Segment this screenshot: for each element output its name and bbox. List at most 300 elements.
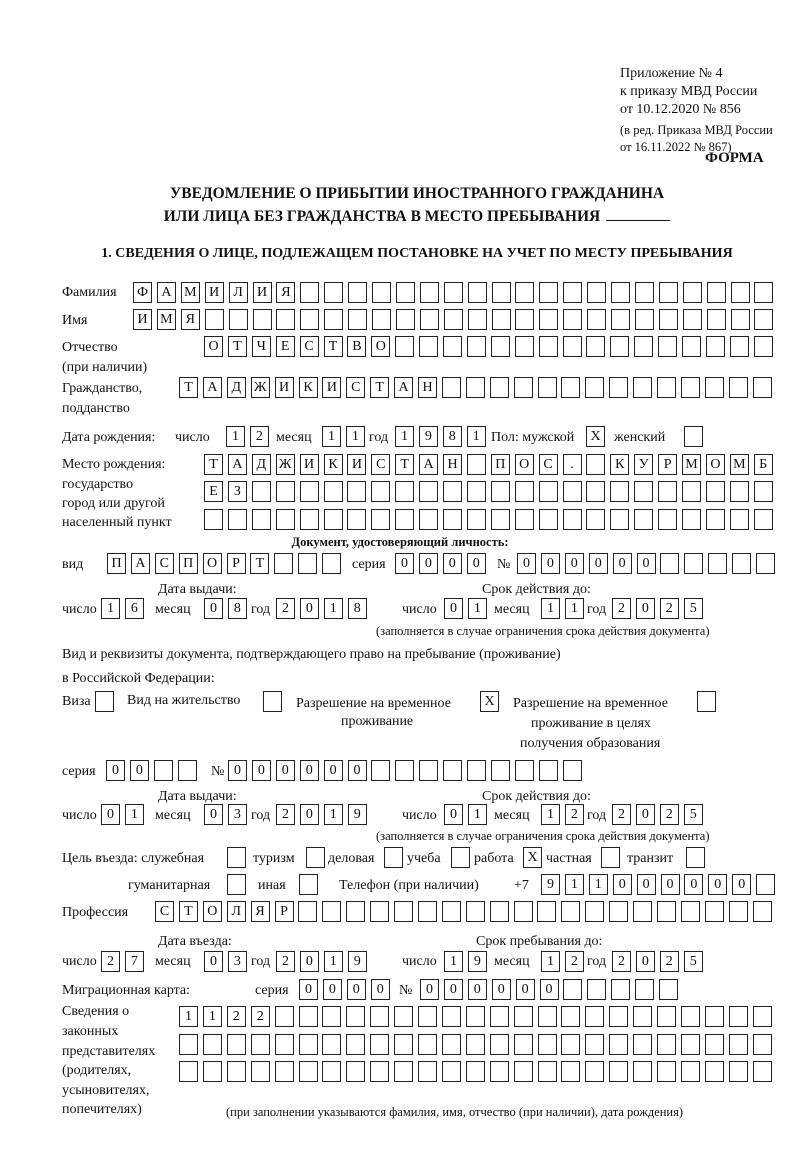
- char-box[interactable]: 0: [636, 598, 655, 619]
- char-box[interactable]: [228, 509, 247, 530]
- temp-edu-checkbox[interactable]: [697, 691, 716, 712]
- char-box[interactable]: [468, 282, 487, 303]
- char-box[interactable]: [563, 760, 582, 781]
- char-box[interactable]: [731, 309, 750, 330]
- char-box[interactable]: 0: [492, 979, 511, 1000]
- char-box[interactable]: [444, 282, 463, 303]
- char-box[interactable]: [324, 282, 343, 303]
- char-box[interactable]: 0: [106, 760, 125, 781]
- char-box[interactable]: А: [394, 377, 413, 398]
- char-box[interactable]: И: [205, 282, 224, 303]
- char-box[interactable]: [514, 1006, 533, 1027]
- char-box[interactable]: Д: [227, 377, 246, 398]
- char-box[interactable]: 0: [252, 760, 271, 781]
- char-box[interactable]: [634, 509, 653, 530]
- char-box[interactable]: 6: [125, 598, 144, 619]
- char-box[interactable]: 0: [419, 553, 438, 574]
- char-box[interactable]: [394, 1006, 413, 1027]
- char-box[interactable]: [418, 1006, 437, 1027]
- char-box[interactable]: [753, 1034, 772, 1055]
- char-box[interactable]: [753, 1061, 772, 1082]
- char-box[interactable]: 1: [395, 426, 414, 447]
- char-box[interactable]: [538, 1006, 557, 1027]
- char-box[interactable]: 1: [444, 951, 463, 972]
- char-box[interactable]: 9: [348, 951, 367, 972]
- char-box[interactable]: П: [491, 454, 510, 475]
- char-box[interactable]: [633, 1061, 652, 1082]
- char-box[interactable]: Е: [204, 481, 223, 502]
- char-box[interactable]: [490, 1061, 509, 1082]
- purpose-other-checkbox[interactable]: [299, 874, 318, 895]
- char-box[interactable]: 1: [226, 426, 245, 447]
- char-box[interactable]: 2: [276, 804, 295, 825]
- char-box[interactable]: [322, 1034, 341, 1055]
- char-box[interactable]: 2: [276, 951, 295, 972]
- char-box[interactable]: [252, 481, 271, 502]
- char-box[interactable]: С: [155, 553, 174, 574]
- char-box[interactable]: [658, 509, 677, 530]
- char-box[interactable]: Ж: [276, 454, 295, 475]
- char-box[interactable]: Р: [275, 901, 294, 922]
- char-box[interactable]: А: [157, 282, 176, 303]
- char-box[interactable]: 2: [660, 951, 679, 972]
- char-box[interactable]: Я: [276, 282, 295, 303]
- char-box[interactable]: [683, 282, 702, 303]
- char-box[interactable]: О: [204, 336, 223, 357]
- char-box[interactable]: [346, 1006, 365, 1027]
- char-box[interactable]: [633, 377, 652, 398]
- char-box[interactable]: 1: [541, 598, 560, 619]
- char-box[interactable]: 0: [130, 760, 149, 781]
- char-box[interactable]: 5: [684, 804, 703, 825]
- char-box[interactable]: 2: [250, 426, 269, 447]
- char-box[interactable]: [515, 760, 534, 781]
- char-box[interactable]: Р: [658, 454, 677, 475]
- char-box[interactable]: И: [347, 454, 366, 475]
- char-box[interactable]: Ж: [251, 377, 270, 398]
- char-box[interactable]: [300, 509, 319, 530]
- char-box[interactable]: [419, 481, 438, 502]
- char-box[interactable]: [754, 336, 773, 357]
- char-box[interactable]: [635, 282, 654, 303]
- char-box[interactable]: [492, 282, 511, 303]
- entry-year-field[interactable]: [276, 951, 372, 973]
- char-box[interactable]: 3: [228, 804, 247, 825]
- char-box[interactable]: [396, 309, 415, 330]
- char-box[interactable]: [276, 309, 295, 330]
- char-box[interactable]: [634, 336, 653, 357]
- char-box[interactable]: [467, 336, 486, 357]
- char-box[interactable]: 1: [541, 804, 560, 825]
- char-box[interactable]: [658, 481, 677, 502]
- char-box[interactable]: 2: [227, 1006, 246, 1027]
- char-box[interactable]: [274, 553, 293, 574]
- char-box[interactable]: [442, 901, 461, 922]
- char-box[interactable]: 0: [300, 760, 319, 781]
- char-box[interactable]: М: [157, 309, 176, 330]
- char-box[interactable]: [563, 336, 582, 357]
- purpose-study-checkbox[interactable]: [451, 847, 470, 868]
- char-box[interactable]: [585, 377, 604, 398]
- char-box[interactable]: [538, 1061, 557, 1082]
- char-box[interactable]: 0: [420, 979, 439, 1000]
- char-box[interactable]: [324, 509, 343, 530]
- char-box[interactable]: 2: [612, 598, 631, 619]
- char-box[interactable]: 0: [732, 874, 751, 895]
- char-box[interactable]: [442, 1006, 461, 1027]
- char-box[interactable]: [394, 901, 413, 922]
- char-box[interactable]: 0: [444, 979, 463, 1000]
- char-box[interactable]: [443, 760, 462, 781]
- until-month-field[interactable]: [541, 951, 589, 973]
- issue-year-field[interactable]: [276, 598, 372, 620]
- char-box[interactable]: [322, 1061, 341, 1082]
- char-box[interactable]: [539, 309, 558, 330]
- char-box[interactable]: [204, 509, 223, 530]
- char-box[interactable]: [659, 979, 678, 1000]
- char-box[interactable]: Т: [324, 336, 343, 357]
- char-box[interactable]: [610, 481, 629, 502]
- char-box[interactable]: [300, 282, 319, 303]
- char-box[interactable]: [466, 901, 485, 922]
- char-box[interactable]: [706, 509, 725, 530]
- char-box[interactable]: [658, 336, 677, 357]
- char-box[interactable]: 0: [613, 553, 632, 574]
- char-box[interactable]: [732, 553, 751, 574]
- char-box[interactable]: [443, 509, 462, 530]
- birth-month-field[interactable]: [322, 426, 370, 448]
- char-box[interactable]: [708, 553, 727, 574]
- char-box[interactable]: Ф: [133, 282, 152, 303]
- char-box[interactable]: [299, 1061, 318, 1082]
- char-box[interactable]: [705, 1006, 724, 1027]
- char-box[interactable]: [515, 481, 534, 502]
- char-box[interactable]: О: [371, 336, 390, 357]
- char-box[interactable]: 0: [204, 804, 223, 825]
- char-box[interactable]: [347, 509, 366, 530]
- char-box[interactable]: [753, 1006, 772, 1027]
- birthplace-line1[interactable]: [204, 454, 778, 476]
- char-box[interactable]: Н: [443, 454, 462, 475]
- char-box[interactable]: [683, 309, 702, 330]
- char-box[interactable]: 0: [276, 760, 295, 781]
- char-box[interactable]: [561, 1061, 580, 1082]
- char-box[interactable]: [609, 1006, 628, 1027]
- char-box[interactable]: 9: [468, 951, 487, 972]
- char-box[interactable]: [514, 1034, 533, 1055]
- char-box[interactable]: [706, 481, 725, 502]
- until-year-field[interactable]: [612, 951, 708, 973]
- char-box[interactable]: [371, 760, 390, 781]
- char-box[interactable]: 1: [565, 598, 584, 619]
- char-box[interactable]: П: [179, 553, 198, 574]
- char-box[interactable]: С: [346, 377, 365, 398]
- char-box[interactable]: [611, 282, 630, 303]
- char-box[interactable]: [756, 553, 775, 574]
- char-box[interactable]: [371, 509, 390, 530]
- char-box[interactable]: [395, 336, 414, 357]
- char-box[interactable]: [609, 901, 628, 922]
- char-box[interactable]: 0: [395, 553, 414, 574]
- char-box[interactable]: [444, 309, 463, 330]
- char-box[interactable]: [563, 481, 582, 502]
- char-box[interactable]: 2: [251, 1006, 270, 1027]
- char-box[interactable]: [395, 481, 414, 502]
- char-box[interactable]: Д: [252, 454, 271, 475]
- char-box[interactable]: А: [131, 553, 150, 574]
- char-box[interactable]: [490, 1006, 509, 1027]
- char-box[interactable]: [754, 509, 773, 530]
- char-box[interactable]: [418, 1034, 437, 1055]
- char-box[interactable]: [585, 1034, 604, 1055]
- reps-line1[interactable]: [179, 1006, 777, 1028]
- patronymic-field[interactable]: [204, 336, 778, 358]
- right-issue-year-field[interactable]: [276, 804, 372, 826]
- char-box[interactable]: [585, 1006, 604, 1027]
- char-box[interactable]: [561, 1006, 580, 1027]
- char-box[interactable]: 8: [443, 426, 462, 447]
- char-box[interactable]: [730, 336, 749, 357]
- char-box[interactable]: [443, 481, 462, 502]
- char-box[interactable]: .: [563, 454, 582, 475]
- char-box[interactable]: 1: [346, 426, 365, 447]
- char-box[interactable]: [756, 874, 775, 895]
- char-box[interactable]: [705, 377, 724, 398]
- right-issue-day-field[interactable]: [101, 804, 149, 826]
- valid-month-field[interactable]: [541, 598, 589, 620]
- char-box[interactable]: 7: [125, 951, 144, 972]
- char-box[interactable]: [442, 1034, 461, 1055]
- char-box[interactable]: [563, 309, 582, 330]
- char-box[interactable]: 1: [467, 426, 486, 447]
- char-box[interactable]: [611, 979, 630, 1000]
- char-box[interactable]: [299, 1034, 318, 1055]
- purpose-private-checkbox[interactable]: [601, 847, 620, 868]
- char-box[interactable]: Т: [228, 336, 247, 357]
- char-box[interactable]: [684, 553, 703, 574]
- char-box[interactable]: У: [634, 454, 653, 475]
- birth-day-field[interactable]: [226, 426, 274, 448]
- char-box[interactable]: 0: [228, 760, 247, 781]
- char-box[interactable]: [681, 1061, 700, 1082]
- char-box[interactable]: [730, 509, 749, 530]
- char-box[interactable]: [657, 1061, 676, 1082]
- char-box[interactable]: [633, 1034, 652, 1055]
- right-valid-year-field[interactable]: [612, 804, 708, 826]
- char-box[interactable]: [252, 509, 271, 530]
- char-box[interactable]: [729, 1006, 748, 1027]
- char-box[interactable]: 0: [516, 979, 535, 1000]
- char-box[interactable]: [300, 309, 319, 330]
- char-box[interactable]: [515, 336, 534, 357]
- char-box[interactable]: [587, 282, 606, 303]
- char-box[interactable]: Я: [181, 309, 200, 330]
- char-box[interactable]: [561, 1034, 580, 1055]
- char-box[interactable]: [538, 377, 557, 398]
- char-box[interactable]: [370, 901, 389, 922]
- issue-month-field[interactable]: [204, 598, 252, 620]
- char-box[interactable]: 2: [565, 951, 584, 972]
- char-box[interactable]: [467, 454, 486, 475]
- char-box[interactable]: 1: [589, 874, 608, 895]
- char-box[interactable]: [443, 336, 462, 357]
- char-box[interactable]: [227, 1034, 246, 1055]
- char-box[interactable]: [492, 309, 511, 330]
- char-box[interactable]: 0: [299, 979, 318, 1000]
- char-box[interactable]: [586, 509, 605, 530]
- char-box[interactable]: [419, 509, 438, 530]
- char-box[interactable]: [586, 481, 605, 502]
- char-box[interactable]: [659, 282, 678, 303]
- char-box[interactable]: [635, 979, 654, 1000]
- char-box[interactable]: [371, 481, 390, 502]
- char-box[interactable]: [253, 309, 272, 330]
- char-box[interactable]: П: [107, 553, 126, 574]
- char-box[interactable]: [539, 509, 558, 530]
- purpose-tourism-checkbox[interactable]: [306, 847, 325, 868]
- char-box[interactable]: 0: [541, 553, 560, 574]
- birthplace-line3[interactable]: [204, 509, 778, 531]
- right-valid-month-field[interactable]: [541, 804, 589, 826]
- char-box[interactable]: [347, 481, 366, 502]
- char-box[interactable]: [372, 309, 391, 330]
- char-box[interactable]: [229, 309, 248, 330]
- char-box[interactable]: [682, 509, 701, 530]
- issue-day-field[interactable]: [101, 598, 149, 620]
- char-box[interactable]: [633, 1006, 652, 1027]
- char-box[interactable]: 0: [684, 874, 703, 895]
- char-box[interactable]: [731, 282, 750, 303]
- doc-kind-field[interactable]: [107, 553, 346, 575]
- char-box[interactable]: [539, 760, 558, 781]
- char-box[interactable]: Т: [395, 454, 414, 475]
- char-box[interactable]: [419, 336, 438, 357]
- char-box[interactable]: [753, 901, 772, 922]
- char-box[interactable]: [203, 1034, 222, 1055]
- char-box[interactable]: 0: [637, 553, 656, 574]
- char-box[interactable]: 2: [660, 598, 679, 619]
- char-box[interactable]: [299, 1006, 318, 1027]
- char-box[interactable]: [609, 377, 628, 398]
- char-box[interactable]: И: [253, 282, 272, 303]
- char-box[interactable]: 8: [228, 598, 247, 619]
- char-box[interactable]: [396, 282, 415, 303]
- temp-permit-checkbox[interactable]: X: [480, 691, 499, 712]
- phone-field[interactable]: [541, 874, 780, 896]
- char-box[interactable]: И: [322, 377, 341, 398]
- char-box[interactable]: 0: [540, 979, 559, 1000]
- char-box[interactable]: И: [300, 454, 319, 475]
- char-box[interactable]: [346, 1061, 365, 1082]
- name-field[interactable]: [133, 309, 778, 331]
- char-box[interactable]: 0: [347, 979, 366, 1000]
- purpose-work-checkbox[interactable]: X: [523, 847, 542, 868]
- citizenship-field[interactable]: [179, 377, 777, 399]
- char-box[interactable]: 0: [589, 553, 608, 574]
- char-box[interactable]: 0: [101, 804, 120, 825]
- char-box[interactable]: 1: [565, 874, 584, 895]
- char-box[interactable]: [707, 309, 726, 330]
- char-box[interactable]: [395, 509, 414, 530]
- char-box[interactable]: [587, 309, 606, 330]
- char-box[interactable]: [754, 481, 773, 502]
- char-box[interactable]: 0: [443, 553, 462, 574]
- char-box[interactable]: [395, 760, 414, 781]
- char-box[interactable]: А: [228, 454, 247, 475]
- char-box[interactable]: 1: [324, 951, 343, 972]
- until-day-field[interactable]: [444, 951, 492, 973]
- char-box[interactable]: 2: [565, 804, 584, 825]
- char-box[interactable]: 2: [276, 598, 295, 619]
- char-box[interactable]: [706, 336, 725, 357]
- char-box[interactable]: [753, 377, 772, 398]
- char-box[interactable]: К: [610, 454, 629, 475]
- char-box[interactable]: [491, 760, 510, 781]
- char-box[interactable]: Л: [229, 282, 248, 303]
- char-box[interactable]: [322, 553, 341, 574]
- char-box[interactable]: Т: [370, 377, 389, 398]
- char-box[interactable]: [539, 481, 558, 502]
- char-box[interactable]: [514, 377, 533, 398]
- char-box[interactable]: О: [515, 454, 534, 475]
- char-box[interactable]: 0: [661, 874, 680, 895]
- char-box[interactable]: 3: [228, 951, 247, 972]
- char-box[interactable]: [466, 1061, 485, 1082]
- char-box[interactable]: [394, 1034, 413, 1055]
- char-box[interactable]: [657, 1034, 676, 1055]
- char-box[interactable]: Т: [179, 377, 198, 398]
- valid-day-field[interactable]: [444, 598, 492, 620]
- char-box[interactable]: [490, 901, 509, 922]
- birthplace-line2[interactable]: [204, 481, 778, 503]
- char-box[interactable]: С: [539, 454, 558, 475]
- char-box[interactable]: 0: [637, 874, 656, 895]
- char-box[interactable]: [490, 377, 509, 398]
- char-box[interactable]: 9: [348, 804, 367, 825]
- char-box[interactable]: 2: [101, 951, 120, 972]
- char-box[interactable]: 0: [467, 553, 486, 574]
- char-box[interactable]: [657, 377, 676, 398]
- char-box[interactable]: [587, 979, 606, 1000]
- purpose-business-checkbox[interactable]: [384, 847, 403, 868]
- char-box[interactable]: [276, 481, 295, 502]
- char-box[interactable]: [539, 282, 558, 303]
- char-box[interactable]: [490, 1034, 509, 1055]
- char-box[interactable]: [420, 282, 439, 303]
- char-box[interactable]: [372, 282, 391, 303]
- char-box[interactable]: [682, 336, 701, 357]
- char-box[interactable]: [729, 377, 748, 398]
- residence-permit-checkbox[interactable]: [263, 691, 282, 712]
- char-box[interactable]: 2: [612, 804, 631, 825]
- char-box[interactable]: 1: [324, 804, 343, 825]
- char-box[interactable]: [609, 1061, 628, 1082]
- char-box[interactable]: [563, 509, 582, 530]
- char-box[interactable]: [420, 309, 439, 330]
- char-box[interactable]: К: [299, 377, 318, 398]
- char-box[interactable]: [491, 509, 510, 530]
- char-box[interactable]: Я: [251, 901, 270, 922]
- char-box[interactable]: [276, 509, 295, 530]
- char-box[interactable]: 0: [204, 951, 223, 972]
- char-box[interactable]: [298, 553, 317, 574]
- char-box[interactable]: [635, 309, 654, 330]
- char-box[interactable]: [467, 509, 486, 530]
- char-box[interactable]: А: [203, 377, 222, 398]
- char-box[interactable]: С: [155, 901, 174, 922]
- char-box[interactable]: 0: [371, 979, 390, 1000]
- char-box[interactable]: 0: [348, 760, 367, 781]
